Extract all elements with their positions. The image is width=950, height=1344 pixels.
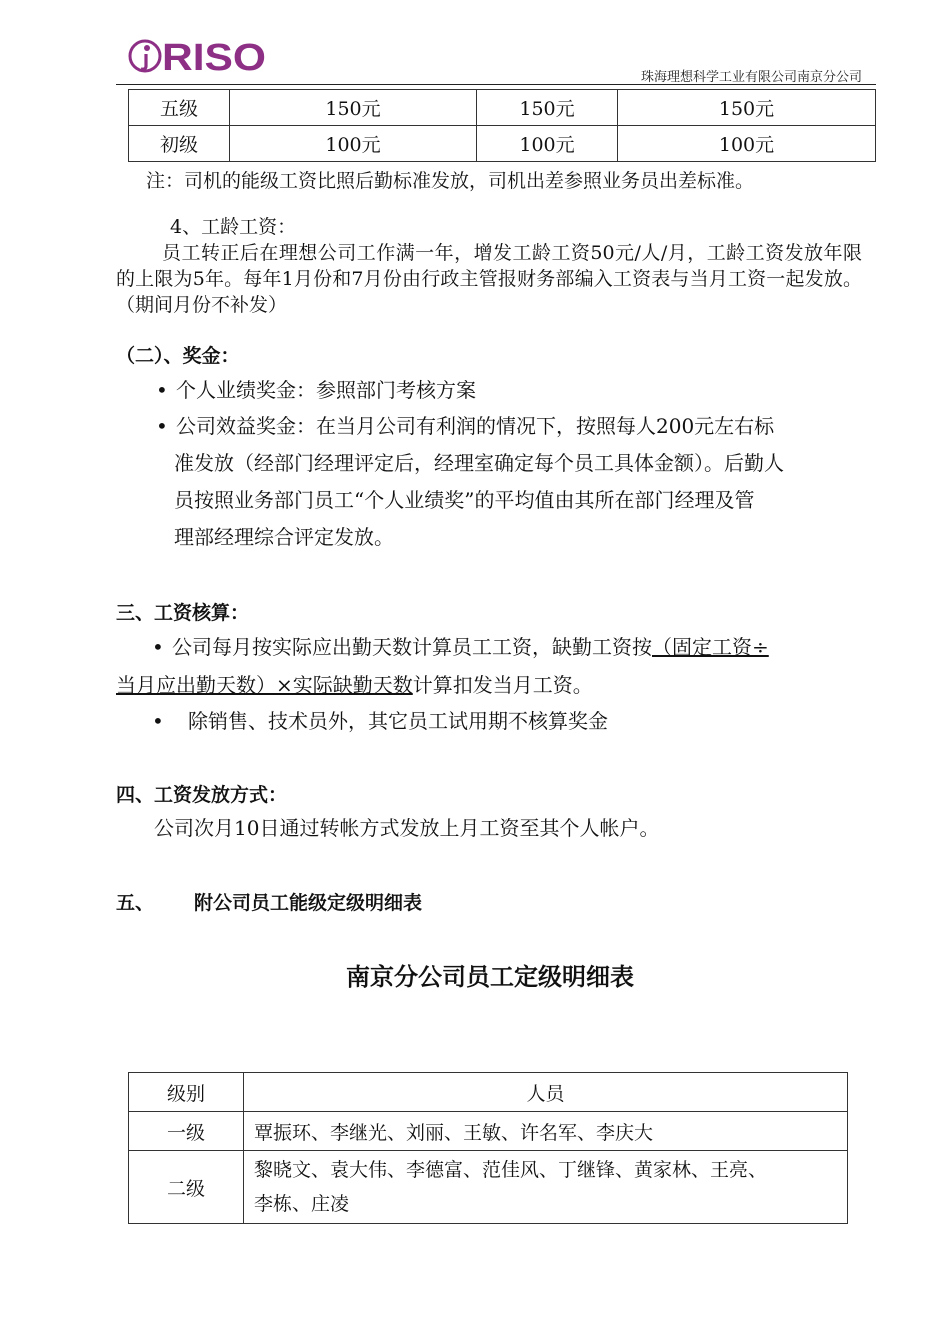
table-header-row (129, 1073, 848, 1112)
bonus-item-text: 个人业绩奖金：参照部门考核方案 (176, 378, 476, 402)
list-item (156, 408, 862, 556)
calc-item-text: 除销售、技术员外，其它员工试用期不核算奖金 (188, 709, 608, 733)
list-item (152, 702, 608, 740)
section-heading (116, 888, 422, 915)
value-cell: 100元 (230, 126, 477, 162)
people-cell: 覃振环、李继光、刘丽、王敏、许名军、李庆大 (244, 1112, 848, 1151)
payment-text: 公司次月10日通过转帐方式发放上月工资至其个人帐户。 (154, 816, 660, 840)
header-company: 珠海理想科学工业有限公司南京分公司 (640, 70, 862, 85)
calc-formula: 当月应出勤天数）×实际缺勤天数 (116, 673, 413, 697)
bullet-icon: • (152, 635, 164, 659)
bonus-item-text: 员按照业务部门员工“个人业绩奖”的平均值由其所在部门经理及管 (174, 488, 755, 512)
section-number: 五、 (116, 892, 155, 914)
level-cell: 二级 (129, 1151, 244, 1224)
bullet-icon: • (156, 414, 168, 438)
level-cell: 初级 (129, 126, 230, 162)
people-line: 李栋、庄凌 (254, 1193, 350, 1215)
seniority-text: 员工转正后在理想公司工作满一年，增发工龄工资50元/人/月，工龄工资发放年限的上限为5年。每年1月份和7月份由行政主管报财务部编入工资表与当月工资一起发放。（期间月份不补发） (116, 242, 862, 316)
value-cell: 150元 (477, 90, 618, 126)
header-divider (116, 84, 876, 85)
table-row (129, 1151, 848, 1224)
logo-text: RISO (162, 37, 266, 78)
level-cell: 一级 (129, 1112, 244, 1151)
value-cell: 100元 (618, 126, 876, 162)
page-title: 南京分公司员工定级明细表 (346, 963, 634, 991)
list-item (156, 372, 476, 409)
section-heading: 四、工资发放方式： (116, 784, 288, 806)
calc-text: 计算扣发当月工资。 (412, 673, 593, 697)
bonus-item-text: 准发放（经部门经理评定后，经理室确定每个员工具体金额）。后勤人 (174, 451, 784, 475)
people-line: 黎晓文、袁大伟、李德富、范佳风、丁继锋、黄家林、王亮、 (254, 1159, 768, 1181)
value-cell: 100元 (477, 126, 618, 162)
riso-logo (128, 34, 270, 78)
section-title: 附公司员工能级定级明细表 (194, 892, 423, 914)
bonus-heading: （二）、奖金： (116, 345, 240, 367)
bullet-icon: • (156, 378, 168, 402)
bullet-icon: • (152, 709, 164, 733)
column-header: 人员 (244, 1073, 848, 1112)
column-header: 级别 (129, 1073, 244, 1112)
section-heading: 三、工资核算： (116, 602, 250, 624)
level-salary-table (128, 89, 876, 162)
people-cell (244, 1151, 848, 1224)
table-row (129, 90, 876, 126)
value-cell: 150元 (230, 90, 477, 126)
calc-text: 公司每月按实际应出勤天数计算员工工资，缺勤工资按 (172, 635, 652, 659)
seniority-title: 4、工龄工资： (170, 216, 297, 238)
bonus-item-text: 理部经理综合评定发放。 (174, 525, 394, 549)
staff-level-table (128, 1072, 848, 1224)
calc-formula: （固定工资÷ (652, 635, 769, 659)
table-row (129, 126, 876, 162)
table-row (129, 1112, 848, 1151)
level-cell: 五级 (129, 90, 230, 126)
value-cell: 150元 (618, 90, 876, 126)
calculation-paragraph (116, 628, 862, 704)
driver-note: 注：司机的能级工资比照后勤标准发放，司机出差参照业务员出差标准。 (146, 170, 755, 192)
bonus-item-text: 公司效益奖金：在当月公司有利润的情况下，按照每人200元左右标 (176, 414, 775, 438)
